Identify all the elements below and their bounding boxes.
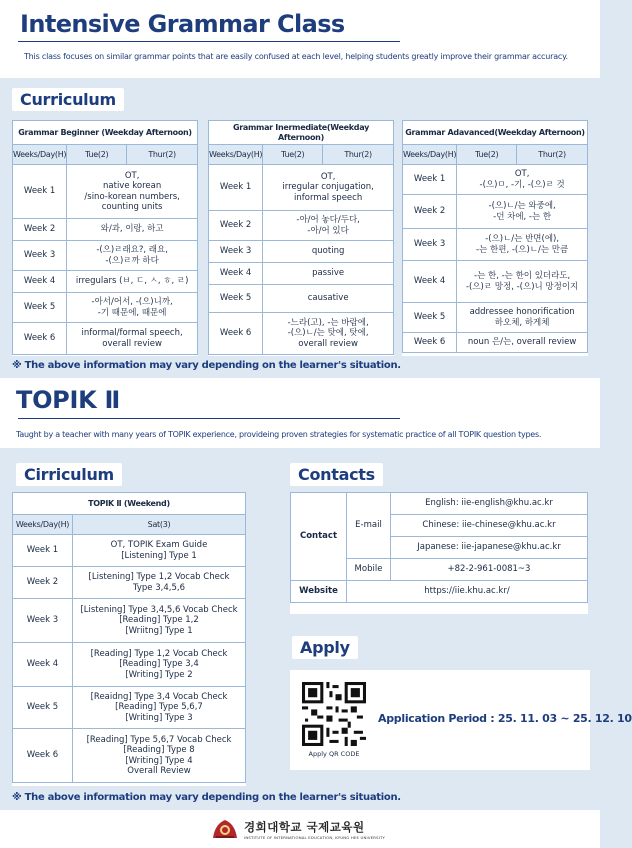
contact-label: Contact [291,493,347,581]
week-content: -아서/어서, -(으)니까, -기 때문에, 때문에 [67,293,198,323]
curriculum-title: Curriculum [12,88,124,111]
week-content: addressee honorification 하오체, 하게체 [457,303,588,333]
week-label: Week 4 [209,263,263,285]
page-title: Intensive Grammar Class [20,10,345,38]
column-header: Tue(2) [263,145,323,165]
week-label: Week 1 [13,535,73,567]
email-japanese[interactable]: Japanese: iie-japanese@khu.ac.kr [391,537,588,559]
table-caption: TOPIK Ⅱ (Weekend) [13,493,246,515]
university-name-en: INSTITUTE OF INTERNATIONAL EDUCATION, KYUNG HEE UNIVERSITY [244,835,386,840]
week-content: OT, TOPIK Exam Guide [Listening] Type 1 [73,535,246,567]
week-content: -느라(고), -는 바람에, -(으)ㄴ/는 탓에, 탓에, overall review [263,313,394,355]
beginner-panel [12,120,198,356]
week-label: Week 2 [13,567,73,599]
column-header: Weeks/Day(H) [403,145,457,165]
apply-title: Apply [292,636,358,659]
qr-label: Apply QR CODE [308,750,360,758]
mobile-number[interactable]: +82-2-961-0081~3 [391,559,588,581]
week-label: Week 3 [13,241,67,271]
week-label: Week 2 [403,195,457,229]
topik-rule [18,418,400,419]
website-link[interactable]: https://iie.khu.ac.kr/ [347,581,588,603]
application-period: Application Period : 25. 11. 03 ~ 25. 12. 10 [378,712,632,725]
table-caption: Grammar Beginner (Weekday Afternoon) [13,121,198,145]
table-caption: Grammar Adavanced(Weekday Afternoon) [403,121,588,145]
week-label: Week 2 [13,219,67,241]
topik-note: ※ The above information may vary depending on the learner's situation. [12,792,401,803]
week-content: [Listening] Type 3,4,5,6 Vocab Check [Reading] Type 1,2 [Wriitng] Type 1 [73,599,246,643]
column-header: Thur(2) [323,145,394,165]
week-label: Week 6 [403,333,457,353]
header [0,0,600,78]
topik-curriculum-title: Cirriculum [16,463,122,486]
table-caption: Grammar Inermediate(Weekday Afternoon) [209,121,394,145]
week-content: OT, -(으)ㅁ, -기, -(으)ㄹ 것 [457,165,588,195]
week-label: Week 1 [13,165,67,219]
week-label: Week 3 [209,241,263,263]
topik-description: Taught by a teacher with many years of TOPIK experience, provideing proven strategies for systematic practice of all TOPIK question types. [16,430,542,439]
column-header: Sat(3) [73,515,246,535]
topik-title: TOPIK Ⅱ [16,386,120,414]
topik-panel [12,492,246,786]
week-content: OT, irregular conjugation, informal speech [263,165,394,211]
page-description: This class focuses on similar grammar points that are easily confused at each level, helping students greatly improve their grammar accuracy. [24,52,568,61]
email-label: E-mail [347,493,391,559]
mobile-label: Mobile [347,559,391,581]
contacts-table [290,492,588,603]
week-content: [Listening] Type 1,2 Vocab Check Type 3,4,5,6 [73,567,246,599]
email-english[interactable]: English: iie-english@khu.ac.kr [391,493,588,515]
week-label: Week 4 [403,261,457,303]
university-name: 경희대학교 국제교육원 [244,820,365,834]
week-label: Week 5 [13,687,73,729]
column-header: Thur(2) [127,145,198,165]
footer [0,810,600,848]
week-content: noun 은/는, overall review [457,333,588,353]
title-rule [18,41,400,42]
week-label: Week 4 [13,643,73,687]
week-content: causative [263,285,394,313]
week-content: informal/formal speech, overall review [67,323,198,355]
column-header: Tue(2) [67,145,127,165]
column-header: Weeks/Day(H) [209,145,263,165]
contacts-title: Contacts [290,463,383,486]
week-content: irregulars (ㅂ, ㄷ, ㅅ, ㅎ, ㄹ) [67,271,198,293]
column-header: Weeks/Day(H) [13,145,67,165]
week-label: Week 4 [13,271,67,293]
week-label: Week 3 [13,599,73,643]
week-content: -는 한, -는 한이 있더라도, -(으)ㄹ 망정, -(으)니 망정이지 [457,261,588,303]
week-label: Week 1 [403,165,457,195]
week-label: Week 6 [209,313,263,355]
advanced-table [402,120,588,353]
week-label: Week 2 [209,211,263,241]
week-label: Week 6 [13,323,67,355]
week-content: -(으)ㄴ/는 반면(에), -는 한편, -(으)ㄴ/는 만큼 [457,229,588,261]
advanced-panel [402,120,588,356]
topik-header [0,378,600,448]
week-label: Week 5 [403,303,457,333]
week-content: -(으)ㄴ/는 와중에, -던 차에, -는 한 [457,195,588,229]
week-content: [Reading] Type 1,2 Vocab Check [Reading] Type 3,4 [Writing] Type 2 [73,643,246,687]
week-content: 와/과, 이랑, 하고 [67,219,198,241]
week-label: Week 6 [13,729,73,783]
column-header: Thur(2) [517,145,588,165]
website-label: Website [291,581,347,603]
week-content: [Reading] Type 5,6,7 Vocab Check [Reading] Type 8 [Writing] Type 4 Overall Review [73,729,246,783]
week-label: Week 3 [403,229,457,261]
beginner-table [12,120,198,355]
week-label: Week 5 [13,293,67,323]
university-seal-icon [212,818,238,840]
apply-panel [290,670,632,770]
intermediate-table [208,120,394,355]
week-content: -아/어 놓다/두다, -아/어 있다 [263,211,394,241]
week-content: OT, native korean /sino-korean numbers, counting units [67,165,198,219]
column-header: Tue(2) [457,145,517,165]
week-content: passive [263,263,394,285]
curriculum-note: ※ The above information may vary depending on the learner's situation. [12,360,401,371]
intermediate-panel [208,120,394,356]
column-header: Weeks/Day(H) [13,515,73,535]
week-content: [Reaidng] Type 3,4 Vocab Check [Reading] Type 5,6,7 [Writing] Type 3 [73,687,246,729]
week-content: quoting [263,241,394,263]
contacts-panel [290,492,588,614]
week-label: Week 1 [209,165,263,211]
week-label: Week 5 [209,285,263,313]
qr-code-icon[interactable] [302,682,366,746]
topik-table [12,492,246,783]
email-chinese[interactable]: Chinese: iie-chinese@khu.ac.kr [391,515,588,537]
week-content: -(으)ㄹ래요?, 래요, -(으)ㄹ까 하다 [67,241,198,271]
